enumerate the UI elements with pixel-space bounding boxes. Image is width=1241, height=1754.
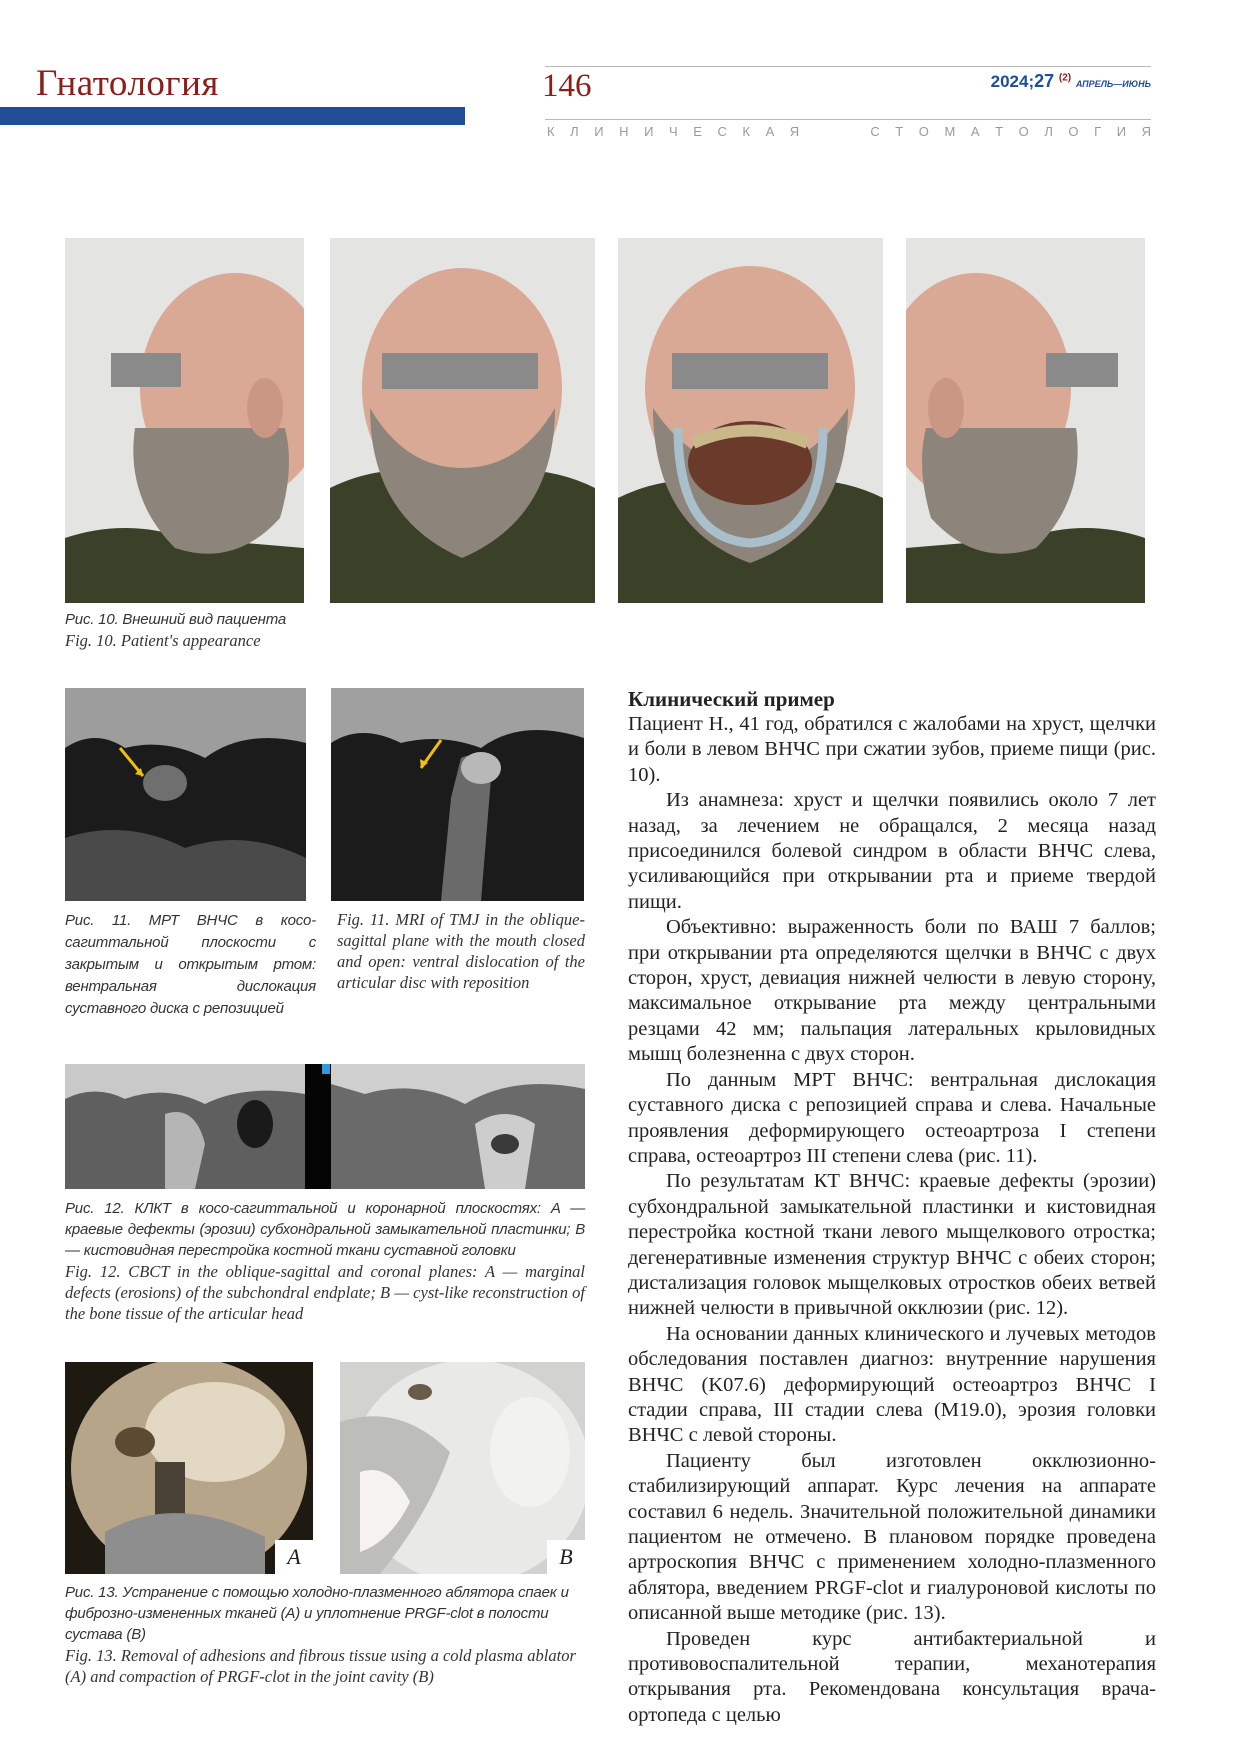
article-paragraph: Пациенту был изготовлен окклюзионно-стабилизирующий аппарат. Курс лечения на аппарате составил 6 недель. Значительной положительной динамики пациентом не отмечено. В плановом порядке проведена артроскопия ВНЧС с применением холодно-плазменного аблятора, введением PRGF-clot и гиалуроновой кислоты по описанной выше методике (рис. 13). — [628, 1449, 1156, 1625]
journal-name — [547, 124, 1151, 139]
header-rule-top — [545, 66, 1151, 67]
fig11-caption-ru-block — [65, 909, 316, 1019]
fig13-caption-en: Fig. 13. Removal of adhesions and fibrous tissue using a cold plasma ablator (A) and compaction of PRGF-clot in the joint cavity (B) — [65, 1646, 576, 1686]
fig12-caption-en: Fig. 12. CBCT in the oblique-sagittal and coronal planes: A — marginal defects (erosions) of the subchondral endplate; B — cyst-like reconstruction of the bone tissue of the articular head — [65, 1262, 585, 1323]
article-paragraph: Из анамнеза: хруст и щелчки появились около 7 лет назад, за лечением не обращался, 2 месяца назад присоединился болевой синдром в области ВНЧС слева, усиливающийся при открывании рта и приеме твердой пищи. — [628, 789, 1156, 913]
article-paragraph: По данным МРТ ВНЧС: вентральная дислокация суставного диска с репозицией справа и слева. Начальные проявления деформирующего остеоартроза I степени справа, остеоартроз III степени слева (рис. 11). — [628, 1068, 1156, 1167]
patient-photo-mouth-open — [618, 238, 883, 603]
issue-volume: 27 — [1034, 71, 1055, 91]
fig12-caption-ru: Рис. 12. КЛКТ в косо-сагиттальной и коронарной плоскостях: A — краевые дефекты (эрозии) субхондральной замыкательной пластинки; B — кистовидная перестройка костной ткани суставной головки — [65, 1200, 585, 1259]
fig10-caption-en: Fig. 10. Patient's appearance — [65, 631, 261, 650]
journal-letter: Т — [995, 124, 1004, 139]
fig13-label-a: A — [275, 1540, 313, 1574]
journal-letter: О — [918, 124, 929, 139]
article-paragraph: Пациент Н., 41 год, обратился с жалобами на хруст, щелчки и боли в левом ВНЧС при сжатии зубов, приеме пищи (рис. 10). — [628, 713, 1156, 786]
journal-letter: К — [547, 124, 555, 139]
issue-info — [991, 71, 1151, 92]
patient-photo-right-profile — [906, 238, 1145, 603]
issue-months: АПРЕЛЬ—ИЮНЬ — [1075, 79, 1151, 89]
journal-letter: Г — [1094, 124, 1102, 139]
issue-year: 2024; — [990, 72, 1035, 91]
journal-letter: О — [1068, 124, 1079, 139]
journal-letter: С — [717, 124, 727, 139]
journal-letter: С — [870, 124, 880, 139]
journal-letter: Ч — [669, 124, 678, 139]
journal-letter: Л — [570, 124, 579, 139]
cbct-images — [65, 1064, 585, 1189]
fig13-caption-ru: Рис. 13. Устранение с помощью холодно-плазменного аблятора спаек и фиброзно-измененных тканей (A) и уплотнение PRGF-clot в полости сустава (B) — [65, 1584, 569, 1643]
journal-letter: Я — [1141, 124, 1151, 139]
article-body — [628, 686, 1156, 1728]
journal-letter: К — [742, 124, 750, 139]
arthroscopy-image-b — [340, 1362, 585, 1574]
fig13-caption — [65, 1582, 585, 1687]
journal-letter: Н — [619, 124, 629, 139]
fig10-caption — [65, 609, 625, 651]
journal-letter: И — [1116, 124, 1127, 139]
article-heading: Клинический пример — [628, 687, 835, 711]
journal-letter: Е — [693, 124, 702, 139]
fig11-caption-ru: Рис. 11. МРТ ВНЧС в косо-сагиттальной плоскости с закрытым и открытым ртом: вентральная дислокация суставного диска с репозицией — [65, 912, 316, 1017]
patient-photo-left-profile — [65, 238, 304, 603]
mri-open-mouth — [331, 688, 584, 901]
journal-letter: Т — [895, 124, 904, 139]
article-paragraph: По результатам КТ ВНЧС: краевые дефекты (эрозии) субхондральной замыкательной пластинки и кистовидная перестройка костной ткани левого мыщелкового отростка; дегенеративные изменения структур ВНЧС с обеих сторон; дистализация головок мыщелковых отростков обеих ветвей нижней челюсти в привычной окклюзии (рис. 12). — [628, 1170, 1156, 1320]
arthroscopy-image-a — [65, 1362, 313, 1574]
fig11-caption-en: Fig. 11. MRI of TMJ in the oblique-sagittal plane with the mouth closed and open: ventral dislocation of the articular disc with reposition — [337, 910, 585, 992]
fig12-caption — [65, 1198, 585, 1324]
fig10-caption-ru: Рис. 10. Внешний вид пациента — [65, 611, 286, 628]
issue-number: (2) — [1058, 72, 1072, 84]
section-bar — [0, 107, 465, 125]
fig13-label-b: B — [547, 1540, 585, 1574]
article-paragraph: Проведен курс антибактериальной и противовоспалительной терапии, механотерапия открывания рта. Рекомендована консультация врача-ортопеда с целью — [628, 1627, 1156, 1726]
section-title: Гнатология — [36, 63, 219, 104]
journal-letter: И — [594, 124, 604, 139]
journal-letter: О — [1018, 124, 1029, 139]
patient-photo-frontal — [330, 238, 595, 603]
header-rule-bottom — [545, 119, 1151, 120]
journal-letter: Я — [789, 124, 800, 139]
journal-letter: И — [644, 124, 654, 139]
page-number: 146 — [542, 68, 592, 104]
journal-letter: Л — [1044, 124, 1053, 139]
journal-letter: А — [765, 124, 775, 139]
journal-letter: А — [970, 124, 980, 139]
article-paragraph: Объективно: выраженность боли по ВАШ 7 баллов; при открывании рта определяются щелчки в ВНЧС с двух сторон, хруст, девиация нижней челюсти в левую сторону, максимальное открывание рта между центральными резцами 42 мм; пальпация латеральных крыловидных мышц болезненна с двух сторон. — [628, 916, 1156, 1066]
fig11-caption-en-block — [337, 909, 585, 993]
journal-letter: М — [944, 124, 956, 139]
mri-closed-mouth — [65, 688, 306, 901]
article-paragraph: На основании данных клинического и лучевых методов обследования поставлен диагноз: внутренние нарушения ВНЧС (K07.6) деформирующий остеоартроз ВНЧС I стадии справа, III стадии слева (M19.0), эрозия головки ВНЧС с левой стороны. — [628, 1322, 1156, 1447]
